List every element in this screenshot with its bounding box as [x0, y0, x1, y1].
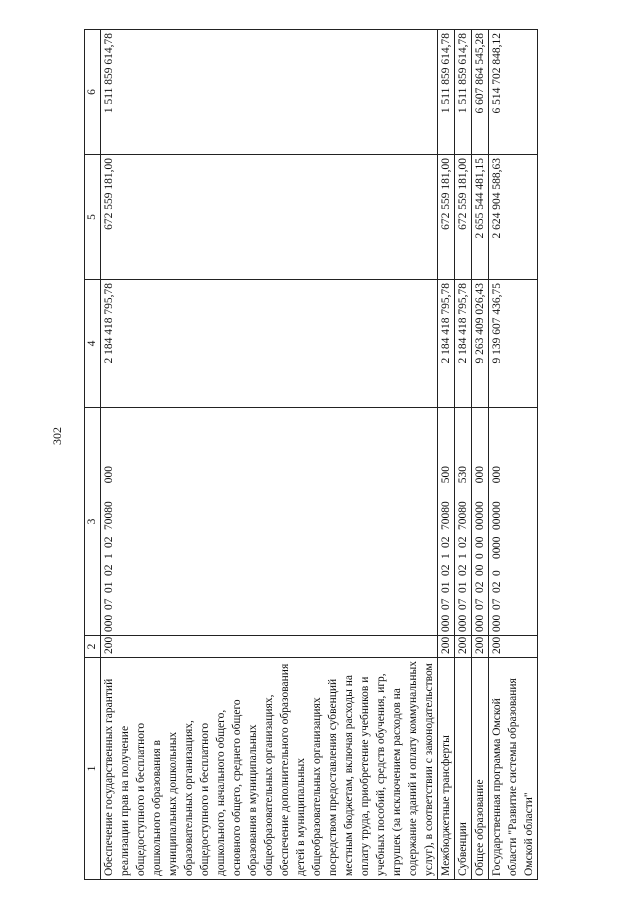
header-col-1: 1: [85, 658, 101, 880]
row-col4: 2 184 418 795,78: [455, 280, 472, 408]
code-segment: 00: [491, 536, 503, 548]
row-name: Общее образование: [472, 658, 489, 880]
code-segment: 02: [103, 536, 115, 548]
row-col6: 6 514 702 848,12: [489, 30, 538, 155]
code-segment: 02: [457, 564, 469, 576]
code-segment: 00000: [474, 501, 486, 530]
code-segment: 1: [440, 553, 452, 559]
table-row: [489, 30, 538, 880]
table-row: [455, 30, 472, 880]
code-segment: 02: [491, 581, 503, 593]
budget-table: [84, 29, 538, 880]
table-row: [472, 30, 489, 880]
code-segment: 70080: [440, 501, 452, 530]
row-col4: 9 263 409 026,43: [472, 280, 489, 408]
code-segment: 000: [474, 466, 486, 484]
header-row: [85, 30, 101, 880]
code-segment: 00: [474, 536, 486, 548]
code-segment: 01: [457, 581, 469, 593]
row-col6: 1 511 859 614,78: [101, 30, 438, 155]
row-col5: 672 559 181,00: [455, 155, 472, 280]
page-number: 302: [50, 427, 64, 445]
code-segment: 00000: [491, 501, 503, 530]
row-col2: 200: [472, 636, 489, 658]
code-segment: 000: [440, 614, 452, 632]
row-col5: 672 559 181,00: [438, 155, 455, 280]
code-segment: 70080: [103, 501, 115, 530]
row-col2: 200: [438, 636, 455, 658]
header-col-3: 3: [85, 408, 101, 636]
row-name: Межбюджетные трансферты: [438, 658, 455, 880]
code-segment: 0: [474, 553, 486, 559]
row-col6: 1 511 859 614,78: [455, 30, 472, 155]
code-segment: 02: [457, 536, 469, 548]
code-segment: 01: [103, 581, 115, 593]
row-col2: 200: [101, 636, 438, 658]
code-segment: 000: [474, 614, 486, 632]
code-segment: 70080: [457, 501, 469, 530]
code-segment: 000: [491, 466, 503, 484]
code-segment: 1: [457, 553, 469, 559]
code-segment: 530: [457, 466, 469, 484]
code-segment: 000: [103, 614, 115, 632]
row-code: [101, 408, 438, 636]
row-col6: 1 511 859 614,78: [438, 30, 455, 155]
row-name: Обеспечение государственных гарантий реализации прав на получение общедоступного и бесплатного дошкольного образования в муниципальных дошкольных образовательных организациях, общедоступного и бесплатного дошкольного, начального общего, основного общего, среднего общего образования в муниципальных общеобразовательных организациях, обеспечение дополнительного образования детей в муниципальных общеобразовательных организациях посредством предоставления субвенций местным бюджетам, включая расходы на оплату труда, приобретение учебников и учебных пособий, средств обучения, игр, игрушек (за исключением расходов на содержание зданий и оплату коммунальных услуг), в соответствии с законодательством: [101, 658, 438, 880]
code-segment: 07: [103, 598, 115, 610]
row-col2: 200: [489, 636, 538, 658]
header-col-4: 4: [85, 280, 101, 408]
code-segment: 02: [440, 536, 452, 548]
row-col4: 2 184 418 795,78: [438, 280, 455, 408]
code-segment: 500: [440, 466, 452, 484]
header-col-2: 2: [85, 636, 101, 658]
code-segment: 1: [103, 553, 115, 559]
code-segment: 07: [457, 598, 469, 610]
row-col4: 2 184 418 795,78: [101, 280, 438, 408]
code-segment: 07: [474, 598, 486, 610]
row-code: [472, 408, 489, 636]
code-segment: 00: [491, 547, 503, 559]
code-segment: 07: [440, 598, 452, 610]
row-col4: 9 139 607 436,75: [489, 280, 538, 408]
code-segment: 00: [474, 564, 486, 576]
code-segment: 000: [491, 614, 503, 632]
code-segment: 01: [440, 581, 452, 593]
row-code: [455, 408, 472, 636]
header-col-5: 5: [85, 155, 101, 280]
row-name: Субвенции: [455, 658, 472, 880]
row-name: Государственная программа Омской области "Развитие системы образования Омской области": [489, 658, 538, 880]
code-segment: 000: [103, 466, 115, 484]
code-segment: 02: [440, 564, 452, 576]
row-col5: 2 655 544 481,15: [472, 155, 489, 280]
table-row: [101, 30, 438, 880]
code-segment: 02: [474, 581, 486, 593]
rotated-table-container: [84, 30, 534, 880]
row-code: [489, 408, 538, 636]
code-segment: 000: [457, 614, 469, 632]
row-col6: 6 607 864 545,28: [472, 30, 489, 155]
row-col5: 672 559 181,00: [101, 155, 438, 280]
header-col-6: 6: [85, 30, 101, 155]
code-segment: 02: [103, 564, 115, 576]
code-segment: 0: [491, 570, 503, 576]
row-code: [438, 408, 455, 636]
row-col2: 200: [455, 636, 472, 658]
code-segment: 07: [491, 598, 503, 610]
row-col5: 2 624 904 588,63: [489, 155, 538, 280]
table-row: [438, 30, 455, 880]
